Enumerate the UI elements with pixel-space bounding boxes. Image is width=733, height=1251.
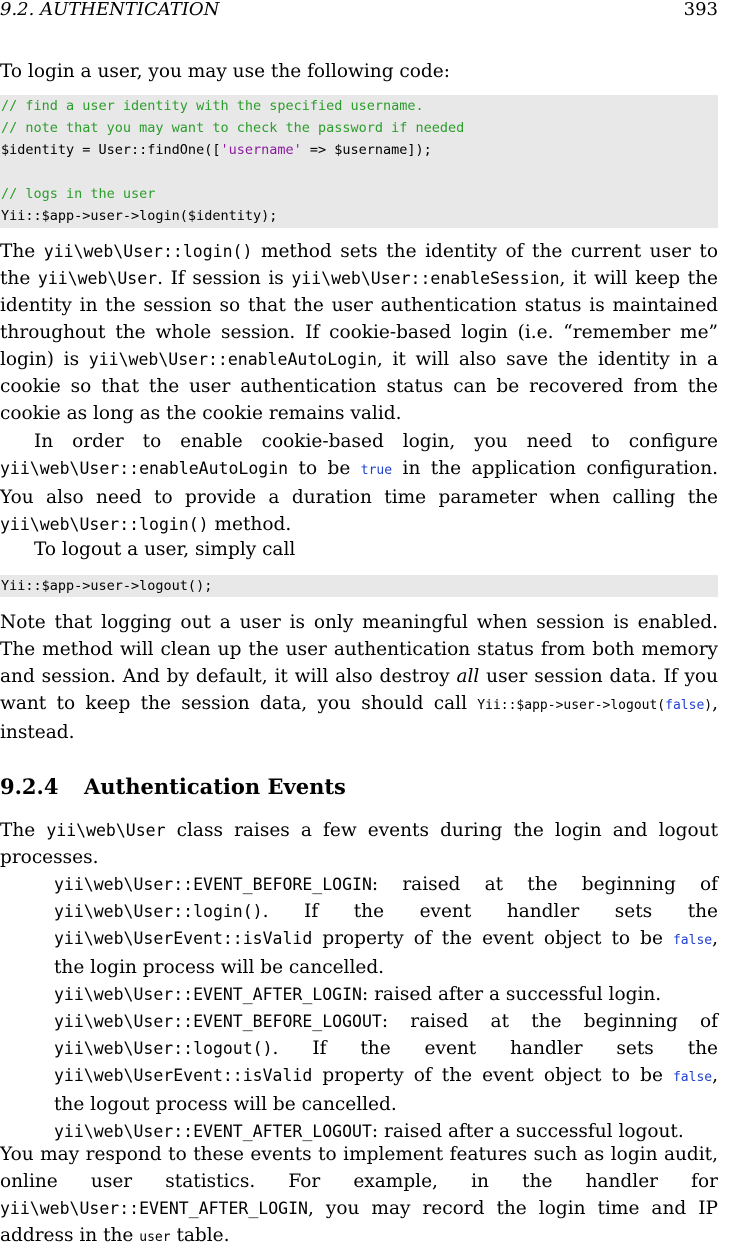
code-ref: yii\web\UserEvent::isValid [54,1066,313,1085]
event-name: yii\web\User::EVENT_AFTER_LOGOUT [54,1122,372,1141]
code-ref: yii\web\User::enableAutoLogin [0,459,289,478]
code-comment: // note that you may want to check the password if needed [1,120,465,136]
logout-code-block: Yii::$app->user->logout(); [0,575,718,597]
respond-paragraph: You may respond to these events to implement features such as login audit, online user statistics. For example, in the handler for yii\web\User::EVENT_AFTER_LOGIN, you may record the login time and IP address in the user table. [0,1144,718,1246]
page-number: 393 [683,0,718,20]
code-ref: user [139,1230,171,1245]
emphasis: all [456,666,480,687]
code-keyword: false [665,698,705,713]
event-name: yii\web\User::EVENT_AFTER_LOGIN [54,985,362,1004]
code-ref: yii\web\User::enableAutoLogin [88,350,377,369]
code-keyword: false [672,933,713,948]
events-list [54,871,718,1145]
code-ref: Yii::$app->user->logout( [477,698,666,713]
list-item: yii\web\User::EVENT_AFTER_LOGOUT: raised after a successful logout. [54,1121,684,1142]
code-comment: // find a user identity with the specified username. [1,98,424,114]
login-code-block [0,95,718,228]
section-title: Authentication Events [84,774,346,799]
code-ref: yii\web\UserEvent::isValid [54,929,313,948]
list-item: yii\web\User::EVENT_BEFORE_LOGOUT: raised at the beginning of yii\web\User::logout(). If the event handler sets the yii\web\UserEvent::isValid property of the event object to be false, the logout process will be cancelled. [54,1011,718,1115]
code-ref: yii\web\User::EVENT_AFTER_LOGIN [0,1199,308,1218]
logout-intro-paragraph: To logout a user, simply call [34,539,296,560]
list-item: yii\web\User::EVENT_BEFORE_LOGIN: raised at the beginning of yii\web\User::login(). If the event handler sets the yii\web\UserEvent::isValid property of the event object to be false, the login process will be cancelled. [54,874,718,978]
events-intro-paragraph: The yii\web\User class raises a few events during the login and logout processes. [0,820,718,868]
code-ref: yii\web\User [37,269,158,288]
code-keyword: false [672,1070,713,1085]
code-comment: // logs in the user [1,186,156,202]
section-heading [0,772,346,802]
chapter-title: 9.2. AUTHENTICATION [0,0,220,20]
code-ref: yii\web\User::login() [43,242,253,261]
code-ref: yii\web\User::logout() [54,1039,273,1058]
event-name: yii\web\User::EVENT_BEFORE_LOGOUT [54,1012,382,1031]
section-number: 9.2.4 [0,774,59,799]
logout-note-paragraph: Note that logging out a user is only meaningful when session is enabled. The method will clean up the user authentication status from both memory and session. And by default, it will also destroy all user session data. If you want to keep the session data, you should call Yii::$app->user->logout(false), instead. [0,612,718,743]
code-line: $identity = User::findOne([ [1,142,221,158]
code-string: 'username' [220,142,302,158]
code-line: Yii::$app->user->login($identity); [1,208,278,224]
list-item: yii\web\User::EVENT_AFTER_LOGIN: raised after a successful login. [54,984,662,1005]
event-name: yii\web\User::EVENT_BEFORE_LOGIN [54,875,372,894]
code-ref: yii\web\User::login() [54,902,263,921]
code-ref: yii\web\User [46,821,166,840]
code-ref: yii\web\User::enableSession [291,269,560,288]
code-keyword: true [360,463,393,478]
code-ref: ) [704,698,713,713]
running-header [0,0,718,22]
login-intro-paragraph: To login a user, you may use the following code: [0,61,450,82]
login-method-paragraph: The yii\web\User::login() method sets the identity of the current user to the yii\web\User. If session is yii\web\User::enableSession, it will keep the identity in the session so that the user authentication status is maintained throughout the whole session. If cookie-based login (i.e. “remember me” login) is yii\web\User::enableAutoLogin, it will also save the identity in a cookie so that the user authentication status can be recovered from the cookie as long as the cookie remains valid. [0,241,718,424]
code-line: => $username]); [301,142,432,158]
cookie-login-paragraph: In order to enable cookie-based login, you need to configure yii\web\User::enableAutoLogin to be true in the application configuration. You also need to provide a duration time parameter when calling the yii\web\User::login() method. [0,431,718,535]
code-ref: yii\web\User::login() [0,515,209,534]
